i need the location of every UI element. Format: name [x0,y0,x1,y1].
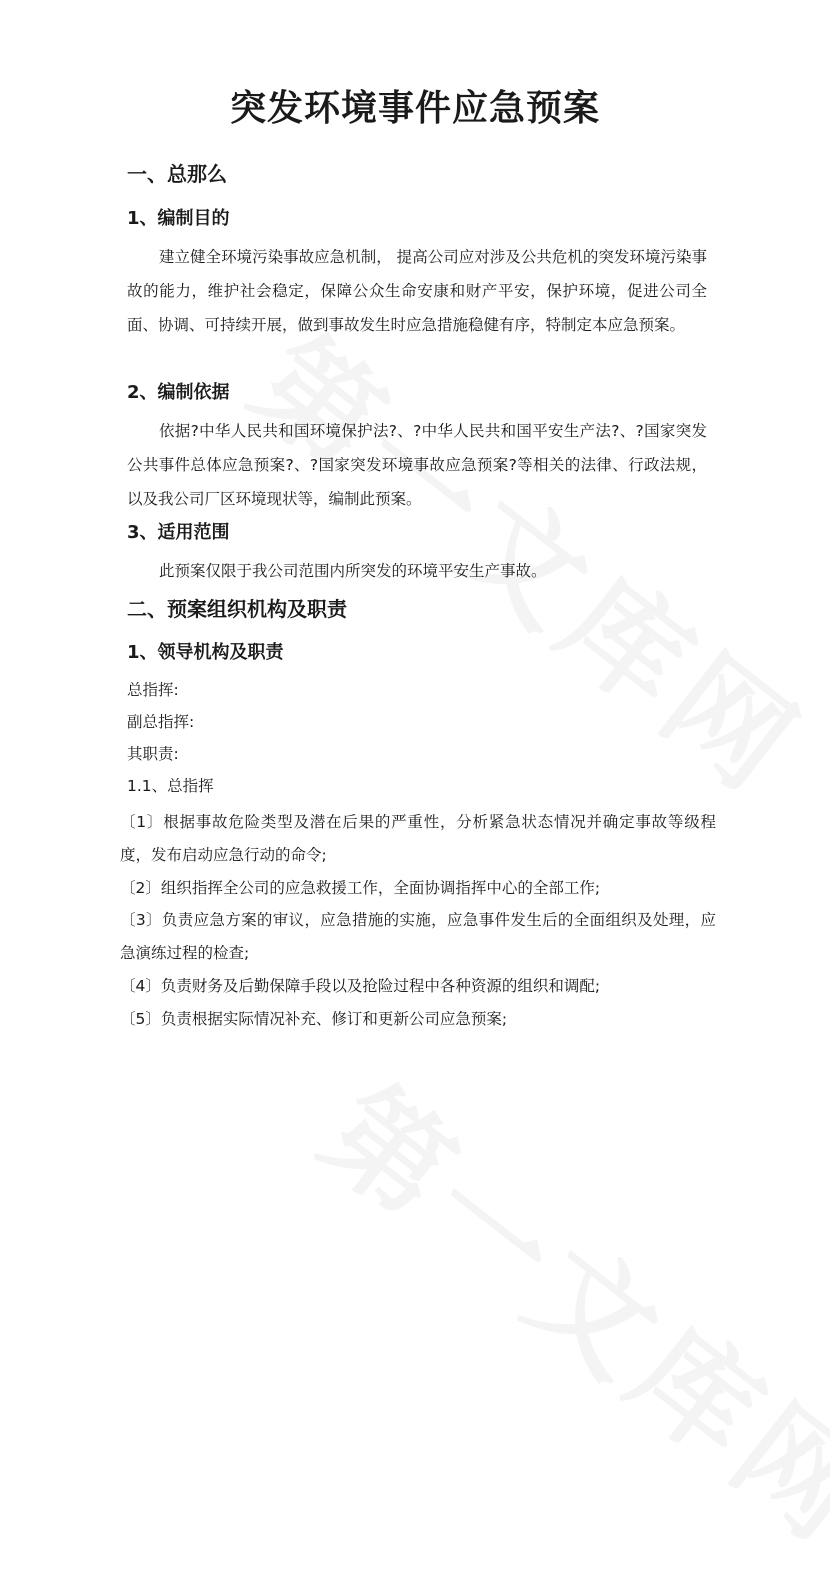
subheading-commander: 1.1、总指挥 [127,777,214,795]
duty-item: 〔4〕负责财务及后勤保障手段以及抢险过程中各种资源的组织和调配; [120,977,601,995]
watermark-text-bottom [294,1040,830,1576]
duty-item: 〔1〕根据事故危险类型及潜在后果的严重性，分析紧急状态情况并确定事故等级程度，发布启动应急行动的命令; [120,813,716,864]
commander-label: 总指挥: [127,681,179,699]
subsection-heading-basis: 2、编制依据 [127,382,230,403]
paragraph-basis: 依据?中华人民共和国环境保护法?、?中华人民共和国平安生产法?、?国家突发公共事件总体应急预案?、?国家突发环境事故应急预案?等相关的法律、行政法规，以及我公司厂区环境现状等，编制此预案。 [127,422,707,508]
section-heading-organization: 二、预案组织机构及职责 [127,597,347,621]
duty-item: 〔5〕负责根据实际情况补充、修订和更新公司应急预案; [120,1010,508,1028]
paragraph-purpose: 建立健全环境污染事故应急机制， 提高公司应对涉及公共危机的突发环境污染事故的能力，维护社会稳定，保障公众生命安康和财产平安，保护环境，促进公司全面、协调、可持续开展，做到事故发生时应急措施稳健有序，特制定本应急预案。 [127,248,707,334]
document-title: 突发环境事件应急预案 [229,88,600,129]
subsection-heading-leadership: 1、领导机构及职责 [127,642,284,663]
duties-label: 其职责: [127,745,179,763]
deputy-commander-label: 副总指挥: [127,713,195,731]
paragraph-scope: 此预案仅限于我公司范围内所突发的环境平安生产事故。 [159,562,547,580]
section-heading-general: 一、总那么 [127,162,227,186]
duty-item: 〔3〕负责应急方案的审议，应急措施的实施，应急事件发生后的全面组织及处理，应急演练过程的检查; [120,911,716,962]
subsection-heading-scope: 3、适用范围 [127,522,230,543]
subsection-heading-purpose: 1、编制目的 [127,208,230,229]
duty-item: 〔2〕组织指挥全公司的应急救援工作，全面协调指挥中心的全部工作; [120,879,601,897]
